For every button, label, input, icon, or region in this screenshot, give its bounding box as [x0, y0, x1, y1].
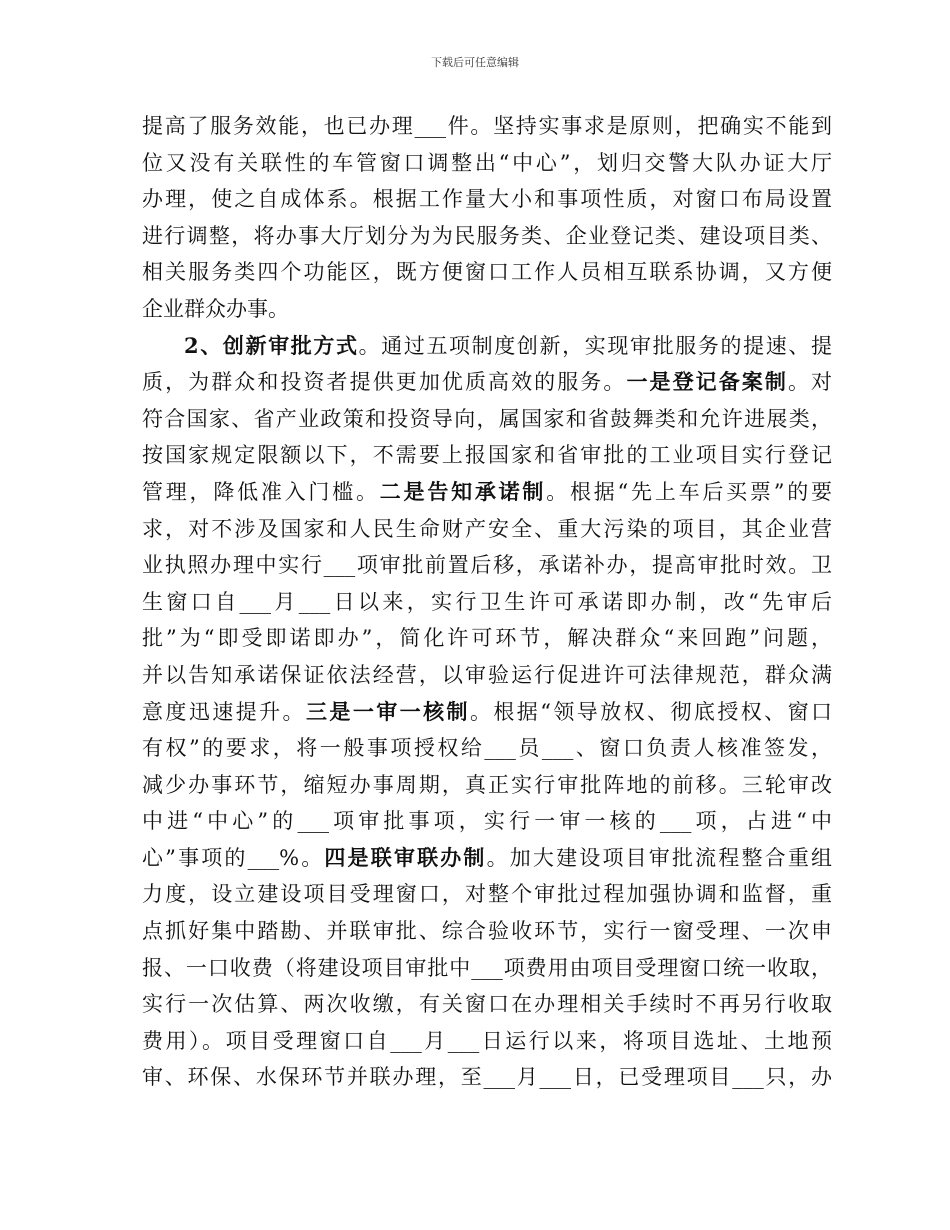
text-line: [142, 218, 832, 255]
text-line: [142, 620, 832, 657]
line-text: 。根据“先上车后买票”的要: [546, 479, 832, 504]
text-line: [142, 803, 832, 840]
text-line: [142, 254, 832, 291]
line-text: 审、环保、水保环节并联办理，至___月___日，已受理项目___只，办: [142, 1065, 832, 1090]
line-text: 报、一口收费（将建设项目审批中___项费用由项目受理窗口统一收取，: [142, 955, 832, 980]
text-line: [142, 1023, 832, 1060]
text-line: [142, 730, 832, 767]
line-text: 并以告知承诺保证依法经营，以审验运行促进许可法律规范，群众满: [142, 662, 832, 687]
text-line: [142, 876, 832, 913]
bold-heading-text: 一是登记备案制: [626, 369, 788, 395]
text-line: [142, 657, 832, 694]
line-text: 。根据“领导放权、彻底授权、窗口: [469, 699, 832, 724]
line-text: 心”事项的___%。: [142, 845, 325, 870]
text-line: [142, 767, 832, 804]
line-text: 求，对不涉及国家和人民生命财产安全、重大污染的项目，其企业营: [142, 516, 832, 541]
line-text: 提高了服务效能，也已办理___件。坚持实事求是原则，把确实不能到: [142, 114, 832, 138]
text-line: [142, 108, 832, 145]
line-text: 力度，设立建设项目受理窗口，对整个审批过程加强协调和监督，重: [142, 882, 832, 907]
line-text: 质，为群众和投资者提供更加优质高效的服务。: [142, 370, 627, 395]
text-line: [142, 291, 832, 328]
line-text: 符合国家、省产业政策和投资导向，属国家和省鼓舞类和允许进展类，: [142, 406, 832, 431]
text-line: [142, 328, 832, 365]
line-text: 实行一次估算、两次收缴，有关窗口在办理相关手续时不再另行收取: [142, 992, 832, 1017]
line-text: 意度迅速提升。: [142, 699, 306, 724]
line-text: 按国家规定限额以下，不需要上报国家和省审批的工业项目实行登记: [142, 443, 832, 468]
text-line: [142, 364, 832, 401]
document-body: [142, 108, 832, 1096]
line-text: 。通过五项制度创新，实现审批服务的提速、提: [358, 333, 832, 358]
line-text: 点抓好集中踏勘、并联审批、综合验收环节，实行一窗受理、一次申: [142, 919, 832, 944]
text-line: [142, 694, 832, 731]
text-line: [142, 1059, 832, 1096]
line-text: 。加大建设项目审批流程整合重组: [486, 845, 832, 870]
line-text: 中进“中心”的___项审批事项，实行一审一核的___项，占进“中: [142, 809, 832, 834]
text-line: [142, 584, 832, 621]
text-line: [142, 145, 832, 182]
bold-heading-text: 四是联审联办制: [324, 844, 487, 870]
line-text: 批”为“即受即诺即办”，简化许可环节，解决群众“来回跑”问题，: [142, 626, 832, 651]
line-text: 企业群众办事。: [142, 296, 289, 321]
text-line: [142, 474, 832, 511]
line-text: 管理，降低准入门槛。: [142, 479, 380, 504]
line-text: 。对: [787, 370, 832, 395]
text-line: [142, 547, 832, 584]
text-line: [142, 437, 832, 474]
line-text: 费用）。项目受理窗口自___月___日运行以来，将项目选址、土地预: [142, 1028, 832, 1053]
line-text: 生窗口自___月___日以来，实行卫生许可承诺即办制，改“先审后: [142, 589, 832, 614]
bold-heading-text: 三是一审一核制: [305, 698, 470, 724]
line-text: 位又没有关联性的车管窗口调整出“中心”，划归交警大队办证大厅: [142, 150, 832, 175]
text-line: [142, 986, 832, 1023]
bold-heading-text: 二是告知承诺制: [379, 478, 547, 504]
line-text: 办理，使之自成体系。根据工作量大小和事项性质，对窗口布局设置: [142, 187, 832, 212]
text-line: [142, 950, 832, 987]
text-line: [142, 840, 832, 877]
line-text: 业执照办理中实行___项审批前置后移，承诺补办，提高审批时效。卫: [142, 553, 832, 578]
line-text: 有权”的要求，将一般事项授权给___员___、窗口负责人核准签发，: [142, 736, 832, 761]
line-text: 相关服务类四个功能区，既方便窗口工作人员相互联系协调，又方便: [142, 260, 832, 285]
text-line: [142, 913, 832, 950]
text-line: [142, 401, 832, 438]
bold-heading-text: 2、创新审批方式: [184, 332, 359, 358]
line-text: 进行调整，将办事大厅划分为为民服务类、企业登记类、建设项目类、: [142, 223, 832, 248]
line-text: 减少办事环节，缩短办事周期，真正实行审批阵地的前移。三轮审改: [142, 772, 832, 797]
text-line: [142, 511, 832, 548]
text-line: [142, 181, 832, 218]
page-header: 下载后可任意编辑: [431, 56, 519, 69]
